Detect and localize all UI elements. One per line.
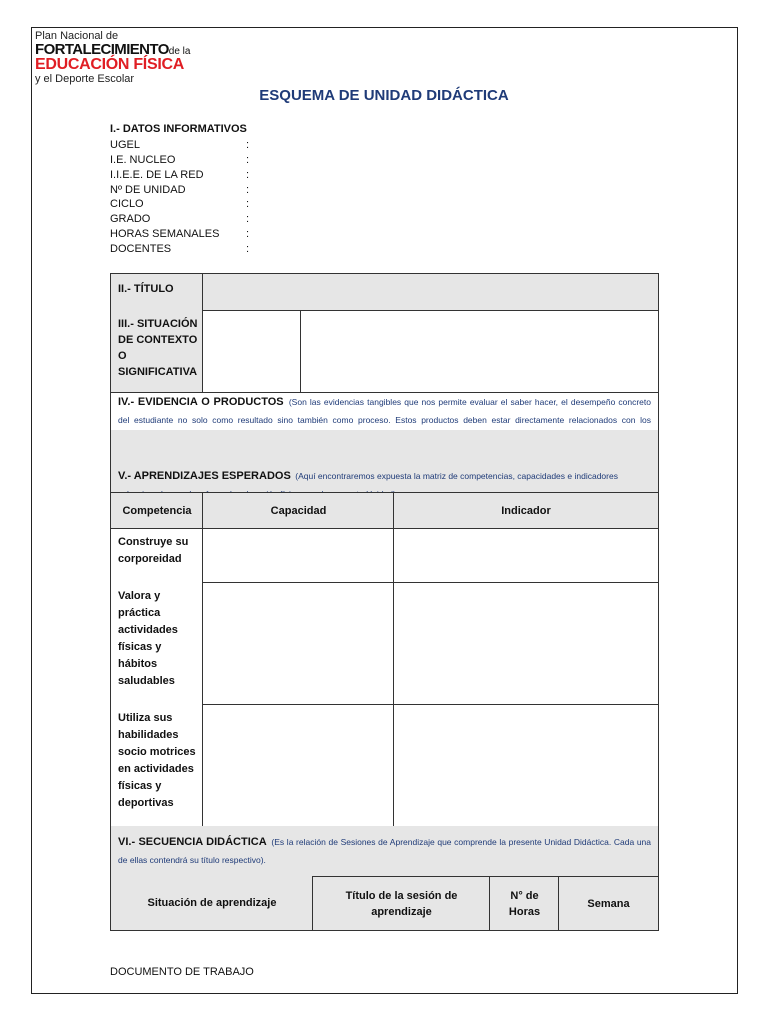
competencia-3-line: en actividades: [118, 763, 194, 775]
competencia-2-line: hábitos: [118, 658, 158, 670]
datos-row-label: CICLO: [110, 198, 144, 211]
situacion-line-3: O: [118, 350, 127, 362]
titulo-label-cell: [110, 273, 203, 311]
matrix-header-indicador: Indicador: [393, 492, 659, 529]
indicador-2-field[interactable]: [393, 582, 659, 705]
competencia-3-line: físicas y: [118, 780, 162, 792]
titulo-field[interactable]: [202, 273, 659, 311]
datos-row: [110, 212, 249, 227]
situacion-field-b[interactable]: [300, 310, 659, 393]
secuencia-header: [110, 826, 659, 876]
datos-row: [110, 227, 249, 242]
secuencia-label: VI.- SECUENCIA DIDÁCTICA: [118, 836, 267, 848]
matrix-header-capacidad: Capacidad: [202, 492, 394, 529]
document-title: ESQUEMA DE UNIDAD DIDÁCTICA: [259, 87, 509, 104]
competencia-2-line: práctica: [118, 607, 161, 619]
secuencia-header-horas: [489, 876, 559, 931]
competencia-3-line: Utiliza sus: [118, 712, 173, 724]
competencia-3-line: deportivas: [118, 797, 174, 809]
logo-line-2-small: de la: [168, 46, 191, 57]
aprendizajes-label: V.- APRENDIZAJES ESPERADOS: [118, 470, 291, 482]
datos-row-label: UGEL: [110, 139, 140, 151]
competencia-2-line: físicas y: [118, 641, 162, 653]
datos-row: [110, 197, 249, 212]
secuencia-header-situacion: Situación de aprendizaje: [110, 876, 313, 931]
evidencia-field[interactable]: [110, 430, 659, 466]
competencia-2-line: Valora y: [118, 590, 161, 602]
situacion-line-1: III.- SITUACIÓN: [118, 318, 198, 330]
footer-text: DOCUMENTO DE TRABAJO: [110, 966, 254, 978]
competencia-2-line: saludables: [118, 675, 175, 687]
capacidad-2-field[interactable]: [202, 582, 394, 705]
secuencia-horas-line: Horas: [508, 905, 541, 918]
secuencia-horas-line: N° de: [510, 889, 539, 902]
datos-row-label: HORAS SEMANALES: [110, 228, 220, 241]
logo-line-4: y el Deporte Escolar: [35, 73, 135, 85]
datos-row-label: DOCENTES: [110, 242, 172, 255]
datos-row-separator: :: [246, 242, 250, 255]
capacidad-3-field[interactable]: [202, 704, 394, 827]
datos-row: [110, 183, 249, 198]
indicador-3-field[interactable]: [393, 704, 659, 827]
datos-row-label: GRADO: [110, 213, 151, 226]
datos-row-separator: :: [246, 168, 250, 181]
datos-heading: I.- DATOS INFORMATIVOS: [110, 123, 247, 135]
datos-row-separator: :: [246, 153, 250, 166]
competencia-2-line: actividades: [118, 624, 178, 636]
datos-row-label: Nº DE UNIDAD: [110, 183, 186, 196]
logo-line-1: Plan Nacional de: [35, 30, 119, 42]
datos-row: [110, 138, 249, 153]
secuencia-header-semana: Semana: [558, 876, 659, 931]
situacion-label-cell: [110, 310, 203, 393]
datos-row: [110, 168, 249, 183]
competencia-3-line: habilidades: [118, 729, 179, 741]
competencia-3-line: socio motrices: [118, 746, 196, 758]
secuencia-header-titulo: [312, 876, 490, 931]
situacion-label: [111, 310, 203, 380]
datos-row-separator: :: [246, 198, 250, 211]
datos-row-label: I.E. NUCLEO: [110, 153, 176, 166]
capacidad-1-field[interactable]: [202, 528, 394, 583]
secuencia-note: (Es la relación de Sesiones de Aprendizaje que comprende la presente Unidad Didáctica. Cada una de ellas contendrá su título respectivo).: [118, 837, 651, 865]
competencia-3: [110, 704, 203, 827]
competencia-1-line: Construye su: [118, 536, 189, 548]
aprendizajes-header: [110, 466, 659, 493]
datos-row: [110, 242, 249, 257]
datos-row-separator: :: [246, 228, 250, 241]
secuencia-titulo-line: aprendizaje: [371, 905, 432, 918]
titulo-label: II.- TÍTULO: [118, 283, 174, 295]
matrix-header-competencia: Competencia: [110, 492, 203, 529]
logo-line-2-main: FORTALECIMIENTO: [35, 41, 169, 58]
secuencia-titulo-line: Título de la sesión de: [345, 889, 458, 902]
situacion-line-4: SIGNIFICATIVA: [118, 366, 198, 378]
situacion-line-2: DE CONTEXTO: [118, 334, 198, 346]
competencia-1: [110, 528, 203, 583]
datos-row-separator: :: [246, 213, 250, 226]
datos-row-label: I.I.E.E. DE LA RED: [110, 168, 204, 181]
evidencia-header: [110, 392, 659, 430]
competencia-1-line: corporeidad: [118, 553, 182, 565]
datos-row: [110, 153, 249, 168]
program-logo: [35, 30, 195, 86]
evidencia-label: IV.- EVIDENCIA O PRODUCTOS: [118, 396, 284, 408]
datos-row-separator: :: [246, 183, 250, 196]
competencia-2: [110, 582, 203, 705]
aprendizajes-note: (Aquí encontraremos expuesta la matriz de competencias, capacidades e indicadores: [295, 471, 618, 481]
logo-line-3: EDUCACIÓN FÍSICA: [35, 56, 184, 73]
evidencia-note: (Son las evidencias tangibles que nos permite evaluar el saber hacer, el desempeño concreto del estudiante no solo como resultado sino también como proceso. Estos productos deben estar directamente relacionados con los: [118, 397, 651, 425]
datos-row-separator: :: [246, 139, 250, 151]
indicador-1-field[interactable]: [393, 528, 659, 583]
situacion-field-a[interactable]: [202, 310, 301, 393]
